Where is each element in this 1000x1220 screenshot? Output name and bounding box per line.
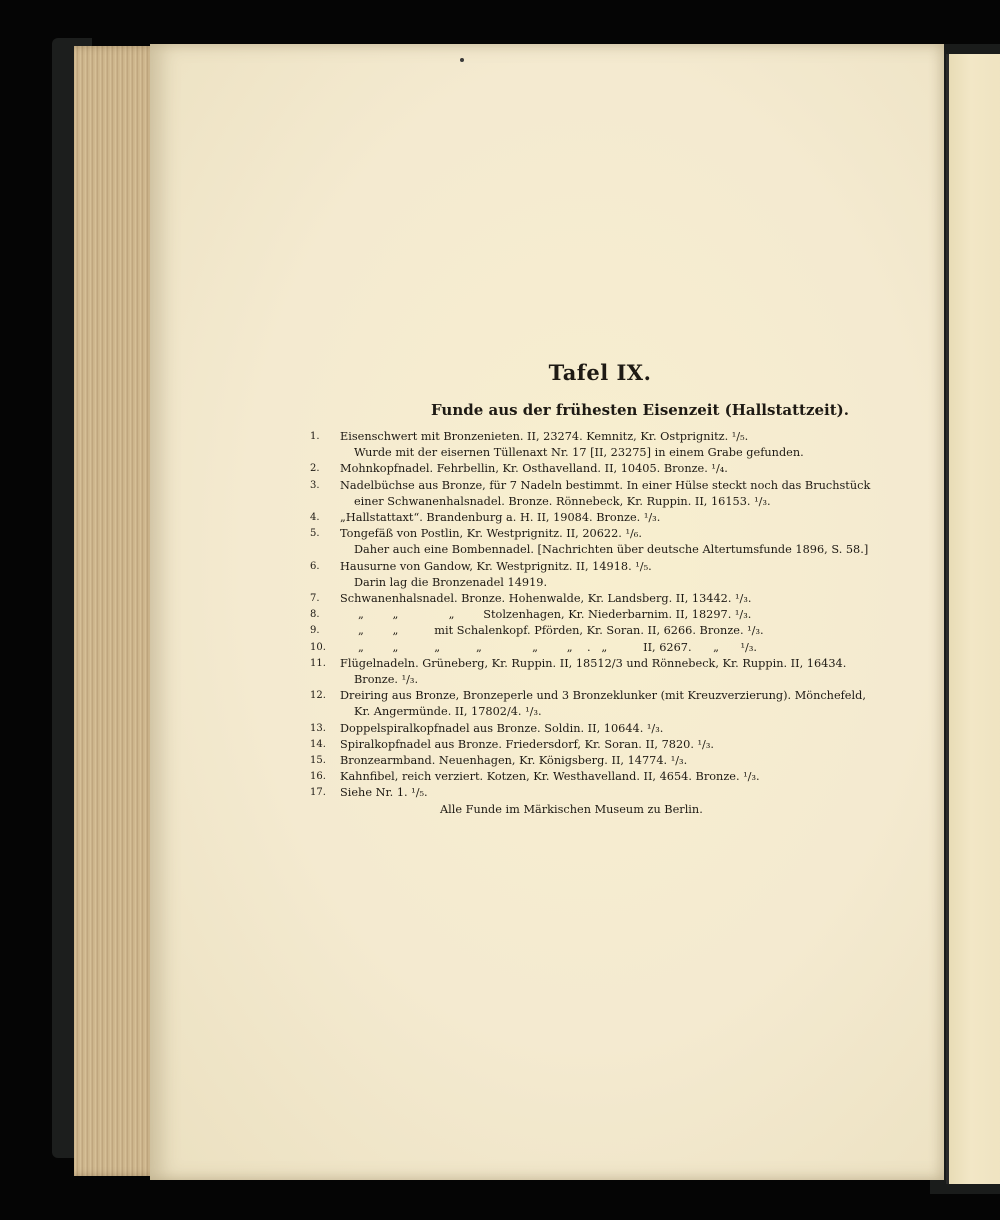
- entry-text: [340, 753, 870, 769]
- entry-number: 13.: [310, 722, 326, 734]
- entry-line: Mohnkopfnadel. Fehrbellin, Kr. Osthavelland. II, 10405. Bronze. ¹/₄.: [340, 462, 728, 476]
- entry-continuation-line: Daher auch eine Bombennadel. [Nachrichten über deutsche Altertumsfunde 1896, S. 58.]: [354, 543, 869, 557]
- entry-line: Siehe Nr. 1. ¹/₅.: [340, 786, 428, 800]
- entry-text: [340, 640, 870, 656]
- entry-item: [310, 461, 870, 477]
- entry-number: 7.: [310, 593, 320, 605]
- entry-line: Bronzearmband. Neuenhagen, Kr. Königsberg. II, 14774. ¹/₃.: [340, 754, 688, 768]
- entry-line: Eisenschwert mit Bronzenieten. II, 23274. Kemnitz, Kr. Ostprignitz. ¹/₅.: [340, 430, 749, 443]
- entry-text: [340, 591, 870, 607]
- entry-text: [340, 607, 870, 623]
- entry-text: [340, 769, 870, 785]
- entry-continuation-line: Kr. Angermünde. II, 17802/4. ¹/₃.: [354, 705, 542, 719]
- entry-line: Spiralkopfnadel aus Bronze. Friedersdorf, Kr. Soran. II, 7820. ¹/₃.: [340, 737, 714, 751]
- entry-item: [310, 623, 870, 639]
- entry-item: [310, 526, 870, 558]
- entry-line: „Hallstattaxt“. Brandenburg a. H. II, 19084. Bronze. ¹/₃.: [340, 511, 661, 525]
- entry-continuation-line: Darin lag die Bronzenadel 14919.: [354, 575, 548, 589]
- entry-text: [340, 688, 870, 720]
- entry-line: Hausurne von Gandow, Kr. Westprignitz. II, 14918. ¹/₅.: [340, 559, 652, 573]
- entry-number: 12.: [310, 690, 326, 702]
- entry-number: 5.: [310, 528, 320, 540]
- entry-text: [340, 478, 870, 510]
- entry-line: Doppelspiralkopfnadel aus Bronze. Soldin. II, 10644. ¹/₃.: [340, 721, 664, 735]
- entry-number: 11.: [310, 657, 326, 669]
- entry-item: [310, 510, 870, 526]
- entry-item: [310, 688, 870, 720]
- plate-subtitle: Funde aus der frühesten Eisenzeit (Hallstattzeit).: [431, 401, 849, 419]
- entry-number: 8.: [310, 609, 320, 621]
- plate-text: [310, 360, 870, 818]
- entry-text: [340, 623, 870, 639]
- entry-text: [340, 656, 870, 688]
- entry-line: Schwanenhalsnadel. Bronze. Hohenwalde, Kr. Landsberg. II, 13442. ¹/₃.: [340, 592, 752, 606]
- entry-item: [310, 785, 870, 801]
- entry-text: [340, 737, 870, 753]
- entry-continuation-line: Bronze. ¹/₃.: [354, 673, 419, 687]
- entry-number: 6.: [310, 560, 320, 572]
- entry-text: [340, 461, 870, 477]
- entry-item: [310, 429, 870, 461]
- entry-item: [310, 737, 870, 753]
- facing-page-edge: [946, 54, 1000, 1184]
- entry-text: [340, 721, 870, 737]
- entry-item: [310, 656, 870, 688]
- entry-list: [310, 429, 870, 802]
- entry-line: Nadelbüchse aus Bronze, für 7 Nadeln bestimmt. In einer Hülse steckt noch das Bruchstück: [340, 478, 871, 492]
- entry-continuation-line: Wurde mit der eisernen Tüllenaxt Nr. 17 [II, 23275] in einem Grabe gefunden.: [354, 446, 804, 460]
- entry-text: [340, 526, 870, 558]
- entry-item: [310, 559, 870, 591]
- plate-title: Tafel IX.: [548, 360, 652, 385]
- entry-line: „ „ mit Schalenkopf. Pförden, Kr. Soran. II, 6266. Bronze. ¹/₃.: [340, 624, 764, 638]
- entry-item: [310, 721, 870, 737]
- entry-line: „ „ „ „ „ „ . „ II, 6267. „ ¹/₃.: [340, 640, 757, 654]
- entry-number: 17.: [310, 787, 326, 799]
- page-speck: [460, 58, 464, 62]
- entry-item: [310, 769, 870, 785]
- entry-line: „ „ „ Stolzenhagen, Kr. Niederbarnim. II, 18297. ¹/₃.: [340, 608, 752, 622]
- entry-item: [310, 640, 870, 656]
- entry-line: Kahnfibel, reich verziert. Kotzen, Kr. Westhavelland. II, 4654. Bronze. ¹/₃.: [340, 770, 760, 784]
- entry-continuation-line: einer Schwanenhalsnadel. Bronze. Rönnebeck, Kr. Ruppin. II, 16153. ¹/₃.: [354, 494, 771, 508]
- entry-item: [310, 591, 870, 607]
- entry-line: Tongefäß von Postlin, Kr. Westprignitz. II, 20622. ¹/₆.: [340, 527, 642, 541]
- entry-text: [340, 429, 870, 461]
- entry-number: 9.: [310, 625, 320, 637]
- entry-text: [340, 785, 870, 801]
- entry-text: [340, 510, 870, 526]
- entry-line: Flügelnadeln. Grüneberg, Kr. Ruppin. II, 18512/3 und Rönnebeck, Kr. Ruppin. II, 16434.: [340, 656, 847, 670]
- entry-item: [310, 753, 870, 769]
- entry-number: 15.: [310, 755, 326, 767]
- entry-item: [310, 478, 870, 510]
- entry-number: 4.: [310, 512, 320, 524]
- plate-footer: Alle Funde im Märkischen Museum zu Berlin.: [440, 802, 703, 816]
- entry-item: [310, 607, 870, 623]
- entry-number: 14.: [310, 738, 326, 750]
- entry-number: 2.: [310, 463, 320, 475]
- entry-number: 16.: [310, 771, 326, 783]
- entry-text: [340, 559, 870, 591]
- entry-number: 10.: [310, 641, 326, 653]
- page-edges: [74, 46, 160, 1176]
- entry-number: 1.: [310, 431, 320, 442]
- entry-line: Dreiring aus Bronze, Bronzeperle und 3 Bronzeklunker (mit Kreuzverzierung). Mönchefeld,: [340, 689, 866, 703]
- entry-number: 3.: [310, 479, 320, 491]
